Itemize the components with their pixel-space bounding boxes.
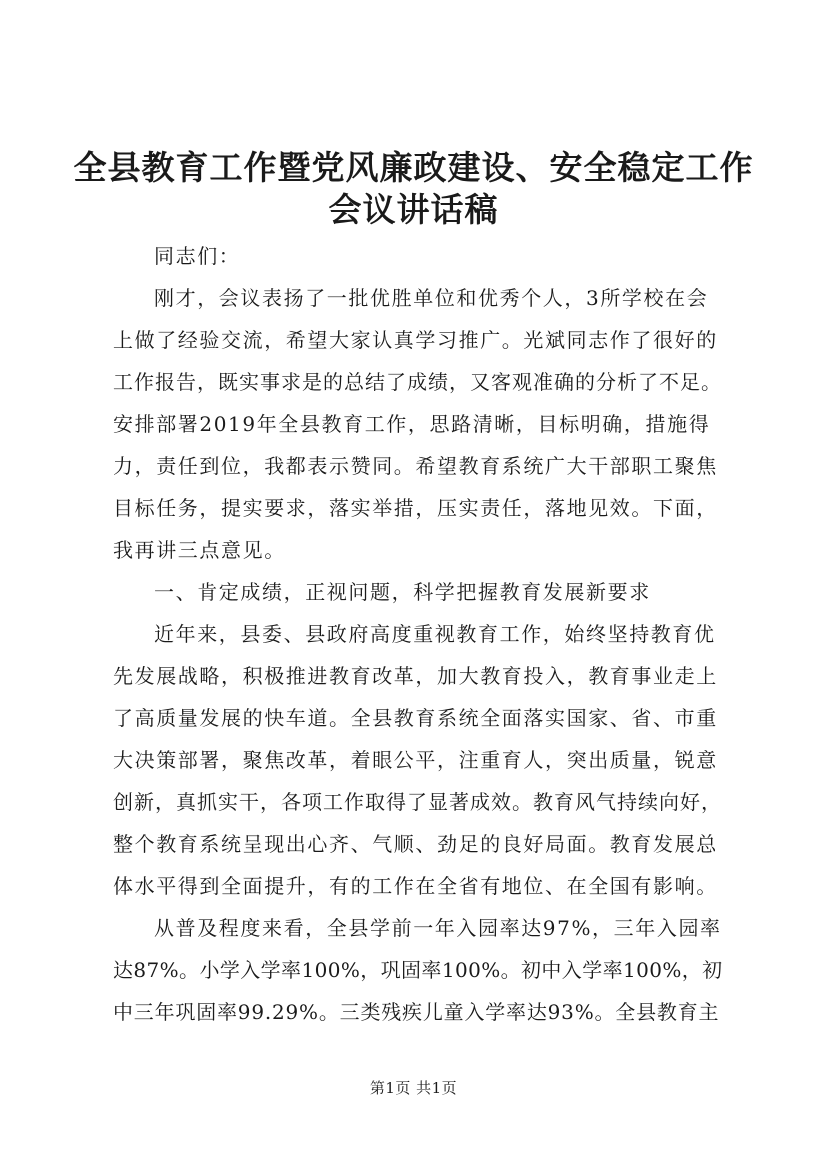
paragraph-line: 近年来，县委、县政府高度重视教育工作，始终坚持教育优	[154, 622, 716, 646]
paragraph-line: 目标任务，提实要求，落实举措，压实责任，落地见效。下面，	[113, 496, 718, 520]
section-heading: 一、肯定成绩，正视问题，科学把握教育发展新要求	[154, 580, 651, 604]
paragraph-line: 刚才，会议表扬了一批优胜单位和优秀个人，3所学校在会	[154, 286, 709, 310]
paragraph-line: 安排部署2019年全县教育工作，思路清晰，目标明确，措施得	[113, 412, 711, 436]
paragraph-line: 达87%。小学入学率100%，巩固率100%。初中入学率100%，初	[113, 958, 723, 982]
document-title-line-1: 全县教育工作暨党风廉政建设、安全稳定工作	[73, 148, 754, 187]
paragraph-line: 我再讲三点意见。	[113, 538, 286, 562]
paragraph-line: 工作报告，既实事求是的总结了成绩，又客观准确的分析了不足。	[113, 370, 722, 394]
document-title-line-2: 会议讲话稿	[328, 190, 499, 229]
page-footer: 第1页 共1页	[369, 1079, 458, 1097]
paragraph-line: 创新，真抓实干，各项工作取得了显著成效。教育风气持续向好，	[113, 790, 722, 814]
paragraph-line: 力，责任到位，我都表示赞同。希望教育系统广大干部职工聚焦	[113, 454, 718, 478]
salutation: 同志们：	[154, 244, 241, 268]
paragraph-line: 大决策部署，聚焦改革，着眼公平，注重育人，突出质量，锐意	[113, 748, 718, 772]
paragraph-line: 从普及程度来看，全县学前一年入园率达97%，三年入园率	[154, 916, 722, 940]
paragraph-line: 先发展战略，积极推进教育改革，加大教育投入，教育事业走上	[113, 664, 718, 688]
paragraph-line: 了高质量发展的快车道。全县教育系统全面落实国家、省、市重	[113, 706, 718, 730]
paragraph-line: 中三年巩固率99.29%。三类残疾儿童入学率达93%。全县教育主	[113, 1000, 720, 1024]
paragraph-line: 整个教育系统呈现出心齐、气顺、劲足的良好局面。教育发展总	[113, 832, 718, 856]
paragraph-line: 上做了经验交流，希望大家认真学习推广。光斌同志作了很好的	[113, 328, 718, 352]
paragraph-line: 体水平得到全面提升，有的工作在全省有地位、在全国有影响。	[113, 874, 718, 898]
